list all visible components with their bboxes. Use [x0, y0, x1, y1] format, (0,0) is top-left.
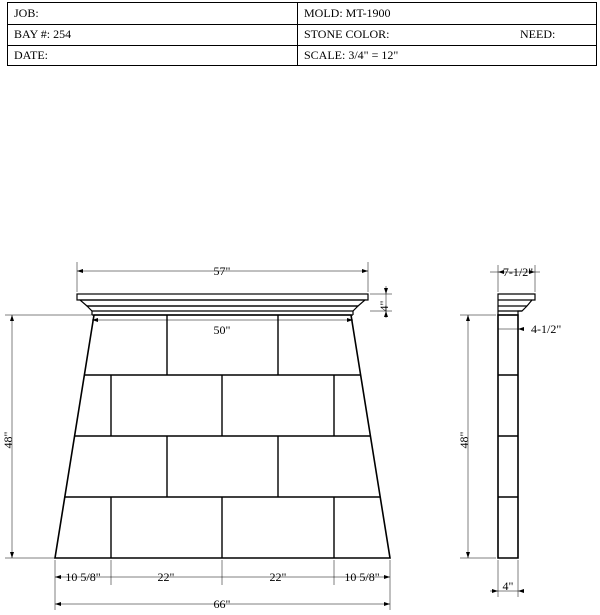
side-arrows [466, 270, 535, 593]
dim-bottom-width: 66" [213, 597, 231, 611]
mantel-cap [77, 294, 368, 315]
dim-mantel-height: 4" [377, 300, 391, 312]
dim-side-bottom-depth: 4" [502, 579, 514, 593]
mold-field: MOLD: MT-1900 [304, 6, 391, 20]
need-field: NEED: [520, 27, 556, 41]
bay-field: BAY #: 254 [8, 24, 298, 45]
side-mantel [498, 294, 535, 315]
job-field: JOB: [8, 3, 298, 24]
front-arrows [10, 269, 390, 606]
dim-overall-height: 48" [1, 431, 15, 449]
scale-field: SCALE: 3/4" = 12" [304, 48, 399, 62]
stone-color-field: STONE COLOR: [304, 27, 390, 41]
dim-segment-1: 10 5/8" [65, 570, 101, 584]
dim-segment-4: 10 5/8" [344, 570, 380, 584]
date-field: DATE: [8, 45, 298, 66]
dim-top-width: 57" [213, 264, 231, 278]
dim-segment-2: 22" [157, 570, 175, 584]
dim-side-top-depth: 7-1/2" [502, 265, 534, 279]
side-view [498, 294, 535, 558]
dim-side-height: 48" [457, 431, 471, 449]
dim-inner-width: 50" [213, 323, 231, 337]
dim-side-body-depth: 4-1/2" [531, 322, 562, 336]
dim-segment-3: 22" [269, 570, 287, 584]
